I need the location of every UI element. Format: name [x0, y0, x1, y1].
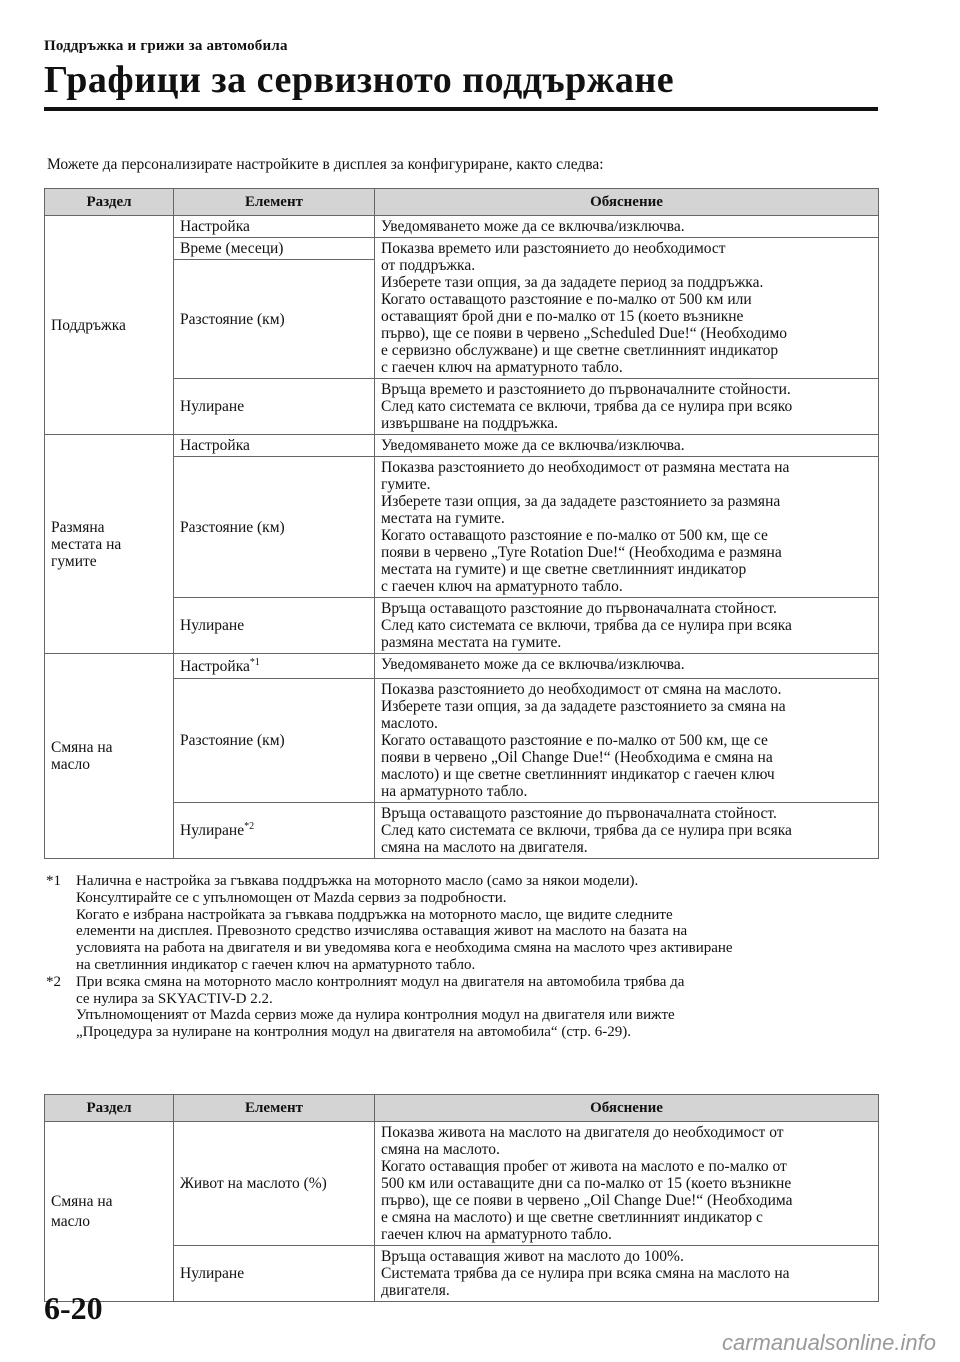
- element-cell: Нулиране: [174, 598, 375, 654]
- explanation-cell: Показва разстоянието до необходимост от размяна местата на гумите. Изберете тази опция, за да зададете разстоянието за размяна местата на гумите. Когато оставащото разстояние е по-малко от 500 км, ще се появи в червено „Tyre Rotation Due!“ (Необходима е размяна местата на гумите) и ще светне светлинният индикатор с гаечен ключ на арматурното табло.: [375, 457, 879, 598]
- element-cell: Разстояние (км): [174, 679, 375, 803]
- section-cell-maintenance: Поддръжка: [45, 216, 174, 435]
- element-cell: Време (месеци): [174, 238, 375, 260]
- table-row: [45, 435, 879, 457]
- explanation-cell: Връща оставащото разстояние до първоначалната стойност. След като системата се включи, трябва да се нулира при всяка размяна местата на гумите.: [375, 598, 879, 654]
- element-cell: Настройка: [174, 216, 375, 238]
- footnote: [46, 873, 878, 974]
- footnotes: [46, 873, 878, 1041]
- element-cell: Живот на маслото (%): [174, 1122, 375, 1246]
- page-title: Графици за сервизното поддържане: [44, 59, 675, 101]
- element-cell: [174, 803, 375, 859]
- footnote-mark: *2: [244, 820, 255, 832]
- footnote-mark: *1: [249, 656, 260, 668]
- footnote-text: Налична е настройка за гъвкава поддръжка на моторното масло (само за някои модели). Консултирайте се с упълномощен от Mazda сервиз за подробности. Когато е избрана настройката за гъвкава поддръжка на моторното масло, ще видите следните елементи на дисплея. Превозното средство изчислява оставащия живот на маслото на базата на условията на работа на двигателя и ви уведомява кога е необходима смяна на маслото чрез активиране на светлинния индикатор с гаечен ключ на арматурното табло.: [76, 873, 733, 973]
- element-cell: [174, 654, 375, 679]
- title-rule: [44, 107, 878, 111]
- footnote: [46, 974, 878, 1041]
- explanation-cell: Показва времето или разстоянието до необходимост от поддръжка. Изберете тази опция, за да зададете период за поддръжка. Когато оставащото разстояние е по-малко от 500 км или оставащият брой дни е по-малко от 15 (което възникне първо), ще се появи в червено „Scheduled Due!“ (Необходимо е сервизно обслужване) и ще светне светлинният индикатор с гаечен ключ на арматурното табло.: [375, 238, 879, 379]
- element-label: Нулиране: [180, 822, 245, 839]
- explanation-cell: Уведомяването може да се включва/изключва.: [375, 654, 879, 679]
- explanation-cell: Връща времето и разстоянието до първоначалните стойности. След като системата се включи, трябва да се нулира при всяко извършване на поддръжка.: [375, 379, 879, 435]
- explanation-cell: Връща оставащото разстояние до първоначалната стойност. След като системата се включи, трябва да се нулира при всяка смяна на маслото на двигателя.: [375, 803, 879, 859]
- explanation-cell: Показва живота на маслото на двигателя до необходимост от смяна на маслото. Когато оставащия пробег от живота на маслото е по-малко от 500 км или оставащите дни са по-малко от 15 (което възникне първо), ще се появи в червено „Oil Change Due!“ (Необходима е смяна на маслото) и ще светне светлинният индикатор с гаечен ключ на арматурното табло.: [375, 1122, 879, 1246]
- table-header-row: [45, 1095, 879, 1122]
- element-label: Настройка: [180, 657, 250, 675]
- footnote-mark: *1: [46, 873, 61, 889]
- watermark: carmanualsonline.info: [721, 1330, 936, 1355]
- table-header-row: [45, 189, 879, 216]
- section-cell-oil-change: Смяна на масло: [45, 1122, 174, 1302]
- column-header-explanation: Обяснение: [375, 1095, 879, 1122]
- element-cell: Разстояние (км): [174, 260, 375, 379]
- element-cell: Нулиране: [174, 379, 375, 435]
- column-header-section: Раздел: [45, 189, 174, 216]
- footnote-text: При всяка смяна на моторното масло контролният модул на двигателя на автомобила трябва да се нулира за SKYACTIV-D 2.2. Упълномощеният от Mazda сервиз може да нулира контролния модул на двигателя или вижте „Процедура за нулиране на контролния модул на двигателя на автомобила“ (стр. 6-29).: [76, 973, 685, 1041]
- element-cell: Нулиране: [174, 1246, 375, 1302]
- section-cell-oil-change: Смяна на масло: [45, 654, 174, 859]
- intro-text: Можете да персонализирате настройките в дисплея за конфигуриране, както следва:: [47, 156, 604, 173]
- section-header: Поддръжка и грижи за автомобила: [44, 38, 288, 54]
- section-cell-tyre-rotation: Размяна местата на гумите: [45, 435, 174, 654]
- column-header-element: Елемент: [174, 1095, 375, 1122]
- column-header-explanation: Обяснение: [375, 189, 879, 216]
- element-cell: Разстояние (км): [174, 457, 375, 598]
- explanation-cell: Връща оставащия живот на маслото до 100%. Системата трябва да се нулира при всяка смяна на маслото на двигателя.: [375, 1246, 879, 1302]
- column-header-element: Елемент: [174, 189, 375, 216]
- element-cell: Настройка: [174, 435, 375, 457]
- explanation-cell: Уведомяването може да се включва/изключва.: [375, 216, 879, 238]
- table-row: [45, 654, 879, 679]
- page-number: 6-20: [44, 1290, 103, 1326]
- explanation-cell: Показва разстоянието до необходимост от смяна на маслото. Изберете тази опция, за да зададете разстоянието за смяна на маслото. Когато оставащото разстояние е по-малко от 500 км, ще се появи в червено „Oil Change Due!“ (Необходима е смяна на маслото) и ще светне светлинният индикатор с гаечен ключ на арматурното табло.: [375, 679, 879, 803]
- table-row: [45, 216, 879, 238]
- column-header-section: Раздел: [45, 1095, 174, 1122]
- oil-life-table: [44, 1094, 879, 1302]
- footnote-mark: *2: [46, 973, 61, 990]
- settings-table: [44, 188, 879, 859]
- table-row: [45, 1122, 879, 1246]
- explanation-cell: Уведомяването може да се включва/изключва.: [375, 435, 879, 457]
